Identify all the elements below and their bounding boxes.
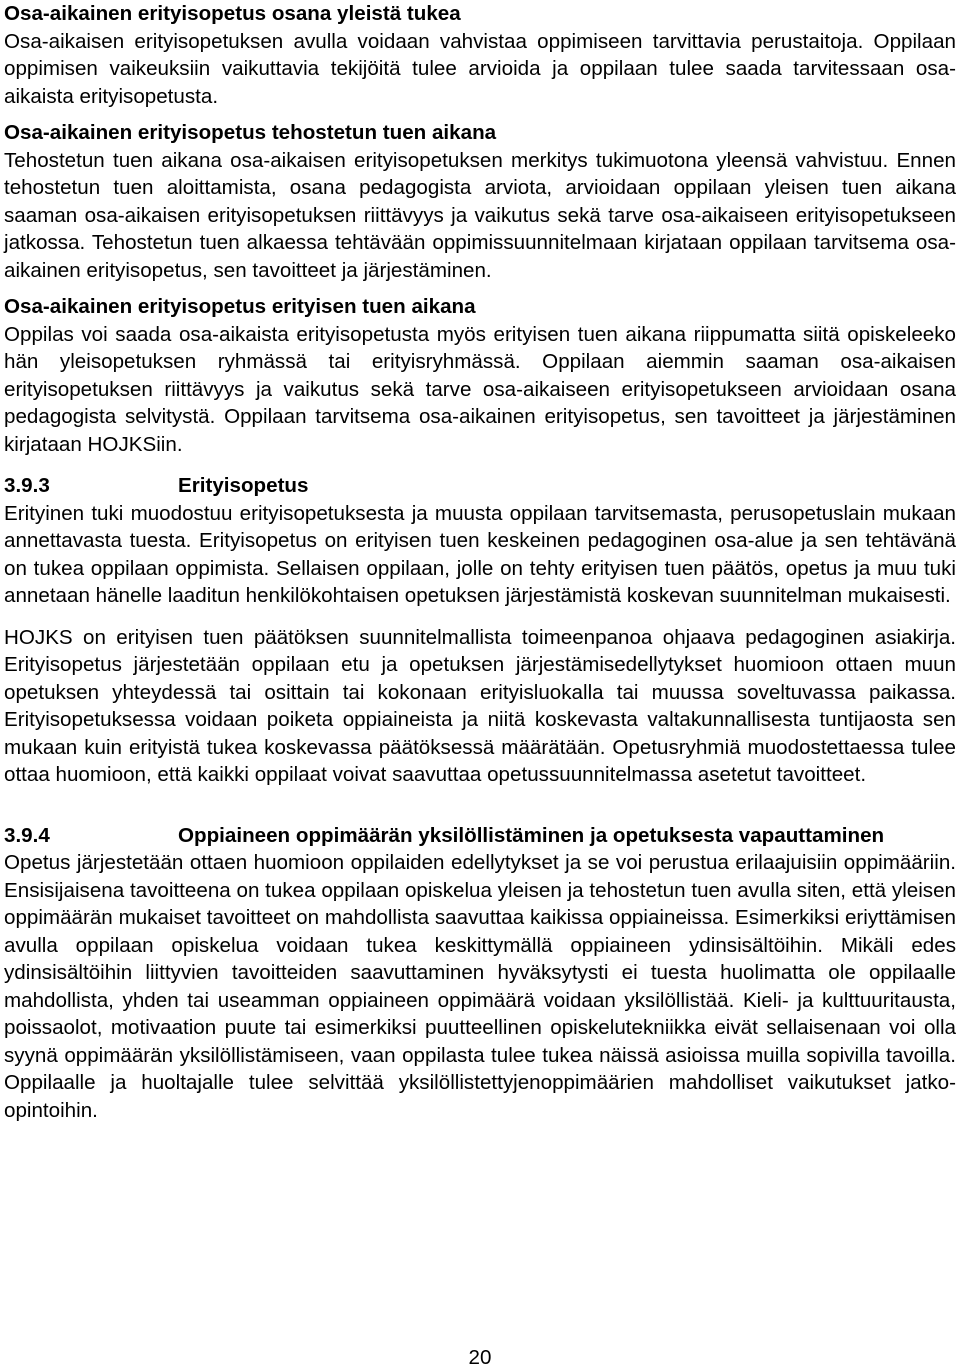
- paragraph: Erityinen tuki muodostuu erityisopetuksesta ja muusta oppilaan tarvitsemasta, perusopetuslain mukaan annettavasta tuesta. Erityisopetus on erityisen tuen keskeinen pedagoginen osa-alue ja sen tehtävänä on tukea oppilaan oppimista. Sellaisen oppilaan, jolle on tehty erityisen tuen päätös, opetus ja muu tuki annetaan hänelle laaditun henkilökohtaisen opetuksen järjestämistä koskevan suunnitelman mukaisesti.: [4, 501, 956, 607]
- section-general-support: [4, 0, 956, 110]
- section-number: 3.9.4: [4, 823, 50, 847]
- paragraph: Tehostetun tuen aikana osa-aikaisen erityisopetuksen merkitys tukimuotona yleensä vahvistuu. Ennen tehostetun tuen aloittamista, osana pedagogista arviota, arvioidaan oppilaan yleisen tuen aikana saaman osa-aikaisen erityisopetuksen riittävyys ja vaikutus sekä tarve osa-aikaiseen erityisopetukseen jatkossa. Tehostetun tuen alkaessa tehtävään oppimissuunnitelmaan kirjataan oppilaan tarvitsema osa-aikainen erityisopetus, sen tavoitteet ja järjestäminen.: [4, 148, 956, 282]
- subheading: Osa-aikainen erityisopetus osana yleistä tukea: [4, 2, 461, 25]
- document-page: [4, 0, 956, 1124]
- section-title: Oppiaineen oppimäärän yksilöllistäminen ja opetuksesta vapauttaminen: [178, 823, 885, 847]
- section-title: Erityisopetus: [178, 474, 309, 497]
- subheading: Osa-aikainen erityisopetus erityisen tuen aikana: [4, 295, 476, 318]
- paragraph: HOJKS on erityisen tuen päätöksen suunnitelmallista toimeenpanoa ohjaava pedagoginen asiakirja. Erityisopetus järjestetään oppilaan etu ja opetuksen järjestämisedellytykset huomioon ottaen muun opetuksen yhteydessä tai osittain tai kokonaan erityisluokalla tai muussa soveltuvassa paikassa. Erityisopetuksessa voidaan poiketa oppiaineista ja niitä koskevasta valtakunnallisesta tuntijaosta sen mukaan kuin erityistä tukea koskevassa päätöksessä määrätään. Opetusryhmiä muodostettaessa tulee ottaa huomioon, että kaikki oppilaat voivat saavuttaa opetussuunnitelmassa asetetut tavoitteet.: [4, 625, 956, 786]
- section-heading-3-9-3: [4, 472, 956, 500]
- section-intensified-support: [4, 119, 956, 284]
- paragraph: Opetus järjestetään ottaen huomioon oppilaiden edellytykset ja se voi perustua erilaajuisiin oppimääriin. Ensisijaisena tavoitteena on tukea oppilaan opiskelua yleisen ja tehostetun tuen avulla siten, että yleisen oppimäärän mukaiset tavoitteet on mahdollista saavuttaa kaikissa oppiaineissa. Esimerkiksi eriyttämisen avulla oppilaan opiskelua voidaan tukea keskittymällä oppiaineen ydinsisältöihin. Mikäli edes ydinsisältöihin liittyvien tavoitteiden saavuttaminen hyväksytysti ei tuesta huolimatta ole oppilaalle mahdollista, yhden tai useamman oppiaineen oppimäärä voidaan yksilöllistää. Kieli- ja kulttuuritausta, poissaolot, motivaation puute tai esimerkiksi puutteellinen opiskelutekniikka eivät sellaisenaan voi olla syynä oppimäärän yksilöllistämiseen, vaan oppilasta tulee tukea näissä asioissa muilla sopivilla tavoilla. Oppilaalle ja huoltajalle tulee selvittää yksilöllistettyjenoppimäärien mahdolliset vaikutukset jatko-opintoihin.: [4, 851, 956, 1122]
- section-heading-3-9-4: [4, 822, 956, 850]
- section-number: 3.9.3: [4, 474, 50, 497]
- paragraph: Osa-aikaisen erityisopetuksen avulla voidaan vahvistaa oppimiseen tarvittavia perustaitoja. Oppilaan oppimisen vaikeuksiin vaikuttavia tekijöitä tulee arvioida ja oppilaan tulee saada tarvitessaan osa-aikaista erityisopetusta.: [4, 29, 956, 108]
- section-special-support: [4, 293, 956, 458]
- subheading: Osa-aikainen erityisopetus tehostetun tuen aikana: [4, 121, 497, 144]
- page-number: 20: [468, 1346, 492, 1369]
- paragraph: Oppilas voi saada osa-aikaista erityisopetusta myös erityisen tuen aikana riippumatta siitä opiskeleeko hän yleisopetuksen ryhmässä tai erityisryhmässä. Oppilaan aiemmin saaman osa-aikaisen erityisopetuksen riittävyys ja vaikutus sekä tarve osa-aikaiseen erityisopetukseen arvioidaan osana pedagogista selvitystä. Oppilaan tarvitsema osa-aikainen erityisopetus, sen tavoitteet ja järjestäminen kirjataan HOJKSiin.: [4, 322, 956, 456]
